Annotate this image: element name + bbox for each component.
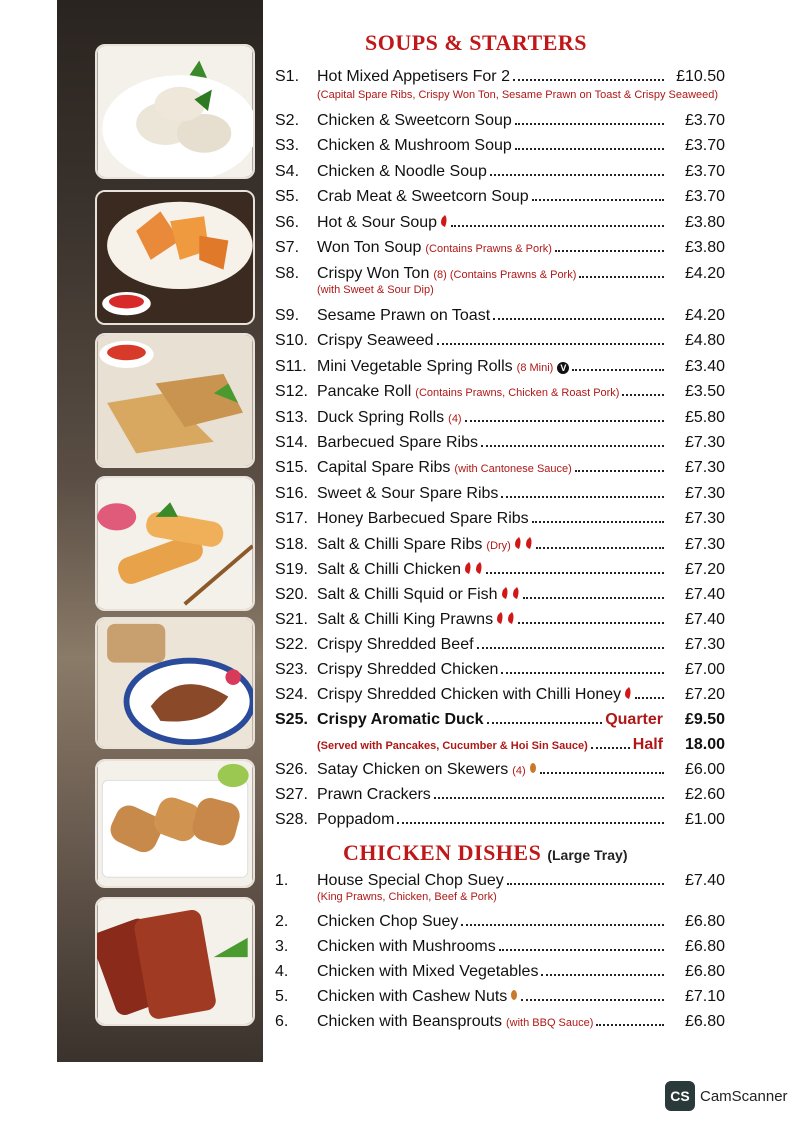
item-code: S4. [275,163,300,180]
dot-leader [501,672,664,674]
camscanner-logo: CS [665,1081,695,1111]
item-code: S1. [275,68,300,85]
item-price: £6.00 [684,761,725,778]
item-note: (Dry) [486,540,511,552]
item-name-line [317,485,667,503]
item-name-line [317,661,667,679]
menu-item-row [275,459,725,481]
item-name-line [317,963,667,981]
item-name-line [317,188,667,206]
chilli-icon [498,586,509,604]
chilli-icon [437,214,448,232]
item-code: S3. [275,137,300,154]
item-name: Salt & Chilli Spare Ribs [317,536,483,553]
item-name: Crab Meat & Sweetcorn Soup [317,188,529,205]
menu-item-row [275,332,725,354]
item-name: Barbecued Spare Ribs [317,434,478,451]
item-name-line [317,332,667,350]
dot-leader [501,496,664,498]
item-name-line [317,265,667,283]
item-price: £6.80 [684,963,725,980]
item-code: S21. [275,611,308,628]
item-note: (4) [512,765,526,777]
item-name-line [317,586,667,604]
item-price: 18.00 [684,736,725,753]
menu-item-row [275,137,725,159]
menu-item-row [275,811,725,833]
dot-leader [507,883,664,885]
dot-leader [515,148,664,150]
item-name: Prawn Crackers [317,786,431,803]
nut-icon [526,761,537,779]
menu-item-row [275,561,725,583]
item-name-line [317,68,667,86]
item-subnote: (King Prawns, Chicken, Beef & Pork) [317,891,497,903]
item-code: S9. [275,307,300,324]
item-price: £9.50 [684,711,725,728]
item-name: Duck Spring Rolls [317,409,445,426]
dot-leader [575,470,664,472]
item-code: S2. [275,112,300,129]
menu-item-row [275,761,725,783]
menu-item-row [275,963,725,985]
dot-leader [518,622,664,624]
dot-leader [540,772,664,774]
chilli-icon [509,586,520,604]
item-code: S12. [275,383,308,400]
menu-item-row [275,434,725,456]
spring-rolls-photo [95,476,255,611]
dot-leader [541,974,664,976]
dot-leader [490,174,664,176]
section-title: CHICKEN DISHES [343,840,542,865]
spare-ribs-photo [95,897,255,1026]
item-price: £7.10 [684,988,725,1005]
item-price: £7.30 [684,459,725,476]
chilli-icon [472,561,483,579]
menu-item-row [275,786,725,808]
item-name-line [317,872,667,890]
item-name: Crispy Shredded Chicken with Chilli Honey [317,686,622,703]
menu-item-row [275,988,725,1010]
item-name: Chicken with Mushrooms [317,938,496,955]
menu-item-row [275,485,725,507]
item-code: 2. [275,913,289,930]
item-code: 5. [275,988,289,1005]
menu-item-row [275,661,725,683]
item-name-line [317,239,667,257]
item-price: £3.40 [684,358,725,375]
dot-leader [579,276,664,278]
item-code: S5. [275,188,300,205]
menu-item-row [275,409,725,431]
item-price: £7.30 [684,510,725,527]
menu-item-row [275,586,725,608]
dot-leader [461,924,664,926]
item-note: (Served with Pancakes, Cucumber & Hoi Sin Sauce) [317,740,588,752]
item-price: £5.80 [684,409,725,426]
item-code: S27. [275,786,308,803]
prawn-toast-photo [95,333,255,468]
menu-item-row [275,358,725,380]
photo-strip [57,0,263,1062]
dot-leader [555,250,664,252]
item-code: S8. [275,265,300,282]
item-code: S14. [275,434,308,451]
dot-leader [513,79,664,81]
dot-leader [536,547,664,549]
dot-leader [487,722,603,724]
item-price: £3.50 [684,383,725,400]
dot-leader [451,225,664,227]
section-heading [365,30,587,56]
item-price: £3.70 [684,112,725,129]
item-price: £7.30 [684,636,725,653]
item-name-line [317,636,667,654]
item-name: Poppadom [317,811,395,828]
dot-leader [572,369,664,371]
item-code: S23. [275,661,308,678]
item-name: House Special Chop Suey [317,872,504,889]
item-note: (with BBQ Sauce) [505,1017,594,1029]
item-name: Chicken Chop Suey [317,913,459,930]
menu-item-row [275,536,725,558]
item-name: Crispy Shredded Chicken [317,661,499,678]
portion-label: Quarter [605,711,663,728]
item-code: S6. [275,214,300,231]
item-name: Honey Barbecued Spare Ribs [317,510,529,527]
vegetarian-icon: V [557,362,569,374]
item-name-line [317,561,667,579]
dot-leader [521,999,664,1001]
item-subnote: (with Sweet & Sour Dip) [317,284,434,296]
item-price: £7.30 [684,485,725,502]
dot-leader [434,797,664,799]
dot-leader [486,572,664,574]
item-note: (Contains Prawns & Pork) [425,243,552,255]
item-price: £7.20 [684,686,725,703]
item-name-line [317,434,667,452]
item-code: S16. [275,485,308,502]
dot-leader [397,822,664,824]
dot-leader [477,647,664,649]
item-name: Sweet & Sour Spare Ribs [317,485,499,502]
item-subnote: (Capital Spare Ribs, Crispy Won Ton, Sesame Prawn on Toast & Crispy Seaweed) [317,89,719,101]
dot-leader [596,1024,664,1026]
item-name-line [317,736,667,754]
item-code: S19. [275,561,308,578]
item-name-line [317,611,667,629]
item-name-line [317,786,667,804]
item-name-line [317,214,667,232]
menu-item-row [275,913,725,935]
item-price: £4.20 [684,307,725,324]
item-price: £6.80 [684,913,725,930]
item-name-line [317,686,667,704]
item-name-line [317,409,667,427]
item-name-line [317,510,667,528]
item-price: £4.80 [684,332,725,349]
item-note: (8) (Contains Prawns & Pork) [433,269,577,281]
menu-item-row [275,686,725,708]
satay-photo [95,759,255,888]
item-name: Hot & Sour Soup [317,214,438,231]
item-price: £7.40 [684,586,725,603]
item-code: S22. [275,636,308,653]
item-name: Chicken & Noodle Soup [317,163,487,180]
item-code: S17. [275,510,308,527]
item-code: 4. [275,963,289,980]
camscanner-watermark: CamScanner [700,1088,788,1105]
item-name: Crispy Aromatic Duck [317,711,484,728]
item-price: £1.00 [684,811,725,828]
portion-label: Half [632,736,663,753]
item-code: S7. [275,239,300,256]
dot-leader [465,420,664,422]
menu-item-row [275,938,725,960]
dot-leader [481,445,664,447]
item-name: Chicken with Cashew Nuts [317,988,508,1005]
item-price: £3.80 [684,239,725,256]
dot-leader [515,123,664,125]
menu-item-row [275,214,725,236]
item-price: £3.80 [684,214,725,231]
item-name-line [317,112,667,130]
item-name: Pancake Roll [317,383,412,400]
dot-leader [493,318,664,320]
item-name: Hot Mixed Appetisers For 2 [317,68,510,85]
item-name-line [317,383,667,401]
item-note: (4) [448,413,462,425]
dot-leader [622,394,664,396]
item-price: £10.50 [676,68,725,85]
item-name-line [317,163,667,181]
menu-item-row [275,188,725,210]
item-name: Crispy Seaweed [317,332,434,349]
item-price: £7.00 [684,661,725,678]
item-code: S11. [275,358,307,375]
item-name: Chicken with Mixed Vegetables [317,963,539,980]
chilli-icon [504,611,515,629]
chilli-icon [461,561,472,579]
item-name-line [317,459,667,477]
item-name-line [317,358,667,376]
item-name: Mini Vegetable Spring Rolls [317,358,513,375]
dumplings-photo [95,44,255,179]
menu-item-row [275,736,725,758]
menu-item-row [275,711,725,733]
menu-item-row [275,510,725,532]
item-name: Satay Chicken on Skewers [317,761,509,778]
dot-leader [532,199,664,201]
menu-item-row [275,68,725,90]
item-code: S18. [275,536,308,553]
item-name: Won Ton Soup [317,239,422,256]
item-code: S28. [275,811,308,828]
section-heading [343,840,627,866]
menu-item-row [275,1013,725,1035]
dot-leader [523,597,664,599]
won-ton-photo [95,190,255,325]
item-code: 1. [275,872,289,889]
item-name: Capital Spare Ribs [317,459,451,476]
menu-item-row [275,239,725,261]
menu-item-row [275,611,725,633]
item-price: £7.30 [684,536,725,553]
item-price: £7.40 [684,872,725,889]
chilli-icon [522,536,533,554]
item-code: S25. [275,711,308,728]
item-price: £2.60 [684,786,725,803]
menu-item-row [275,383,725,405]
item-name-line [317,811,667,829]
nut-icon [507,988,518,1006]
item-price: £3.70 [684,137,725,154]
item-note: (Contains Prawns, Chicken & Roast Pork) [415,387,620,399]
item-name: Salt & Chilli Squid or Fish [317,586,498,603]
item-code: S24. [275,686,308,703]
item-name: Chicken & Mushroom Soup [317,137,512,154]
menu-item-row [275,112,725,134]
item-price: £3.70 [684,188,725,205]
item-price: £7.30 [684,434,725,451]
item-name: Chicken & Sweetcorn Soup [317,112,512,129]
item-code: S15. [275,459,308,476]
item-code: S10. [275,332,308,349]
dot-leader [635,697,664,699]
item-name-line [317,536,667,554]
dot-leader [499,949,664,951]
item-name-line [317,913,667,931]
item-note: (with Cantonese Sauce) [454,463,572,475]
item-name-line [317,307,667,325]
dot-leader [532,521,664,523]
item-code: S26. [275,761,308,778]
item-name-line [317,1013,667,1031]
duck-photo [95,617,255,749]
item-price: £4.20 [684,265,725,282]
item-name-line [317,988,667,1006]
dot-leader [437,343,665,345]
item-note: (8 Mini) [516,362,554,374]
item-name-line [317,938,667,956]
menu-item-row [275,307,725,329]
item-name-line [317,711,667,729]
dot-leader [591,747,630,749]
item-name: Chicken with Beansprouts [317,1013,502,1030]
item-price: £7.40 [684,611,725,628]
menu-item-row [275,163,725,185]
item-price: £7.20 [684,561,725,578]
item-code: S13. [275,409,308,426]
item-code: 6. [275,1013,289,1030]
item-code: S20. [275,586,308,603]
item-name: Salt & Chilli King Prawns [317,611,494,628]
section-subtitle: (Large Tray) [547,847,628,863]
item-name-line [317,761,667,779]
item-name: Sesame Prawn on Toast [317,307,491,324]
chilli-icon [511,536,522,554]
menu-content [275,0,735,1062]
item-price: £3.70 [684,163,725,180]
item-name: Crispy Shredded Beef [317,636,474,653]
section-title: SOUPS & STARTERS [365,30,587,55]
item-price: £6.80 [684,1013,725,1030]
menu-page [57,0,737,1062]
menu-item-row [275,636,725,658]
chilli-icon [621,686,632,704]
chilli-icon [493,611,504,629]
item-name: Salt & Chilli Chicken [317,561,462,578]
item-name: Crispy Won Ton [317,265,430,282]
item-code: 3. [275,938,289,955]
item-price: £6.80 [684,938,725,955]
item-name-line [317,137,667,155]
